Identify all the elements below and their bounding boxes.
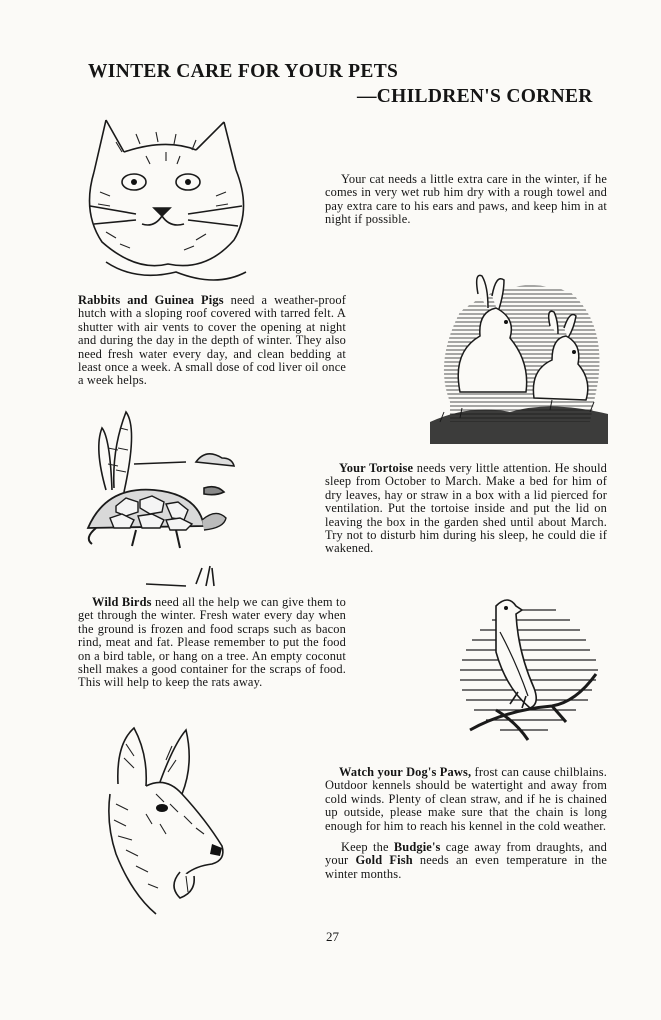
dog-paragraph: Watch your Dog's Paws, frost can cause chilblains. Outdoor kennels should be watertight and away from cold winds. Plenty of clean straw, and if he is chained up outside, please make sure that the chain is long enough for him to reach his kennel in the cold weather. Keep the Budgie's cage away from draughts, and your Gold Fish needs an even temperature in the winter months. [325, 765, 608, 881]
gold-fish-heading: Gold Fish [355, 853, 413, 868]
wild-birds-paragraph: Wild Birds need all the help we can give them to get through the winter. Fresh water every day when the ground is frozen and food scraps such as bacon rind, meat and fat. Please remember to put the food on a bird table, or hang on a tree. An empty coconut shell makes a good container for the scraps of food. This will help to keep the rats away. [78, 595, 346, 690]
dog-illustration [76, 724, 240, 924]
rabbits-illustration [430, 272, 608, 444]
wild-birds-heading: Wild Birds [92, 595, 152, 609]
rabbits-paragraph: Rabbits and Guinea Pigs need a weather-proof hutch with a sloping roof covered with tarred felt. A shutter with air vents to cover the opening at night and during the day in the depth of winter. They also need fresh water every day, and clean bedding at least once a week. A small dose of cod liver oil once a week helps. [78, 293, 347, 388]
tortoise-paragraph: Your Tortoise needs very little attention. He should sleep from October to March. Make a bed for him of dry leaves, hay or straw in a box with a lid pierced for ventilation. Put the tortoise inside and put the lid on leaving the box in the garden shed until about March. Try not to disturb him during his sleep, he could die if wakened. [325, 461, 608, 556]
tortoise-illustration [76, 408, 246, 594]
dog-heading: Watch your Dog's Paws, [339, 765, 472, 779]
budgie-heading: Budgie's [393, 840, 441, 855]
page-number: 27 [326, 929, 339, 944]
cat-illustration [76, 112, 256, 290]
tortoise-heading: Your Tortoise [339, 461, 414, 475]
page-title-line-1: WINTER CARE FOR YOUR PETS [88, 61, 399, 82]
bird-illustration [456, 592, 606, 744]
page-title-line-2: —CHILDREN'S CORNER [357, 86, 593, 107]
rabbits-heading: Rabbits and Guinea Pigs [78, 293, 224, 307]
cat-paragraph: Your cat needs a little extra care in the winter, if he comes in very wet rub him dry with a rough towel and pay extra care to his ears and paws, and keep him in at night if possible. [325, 172, 607, 227]
